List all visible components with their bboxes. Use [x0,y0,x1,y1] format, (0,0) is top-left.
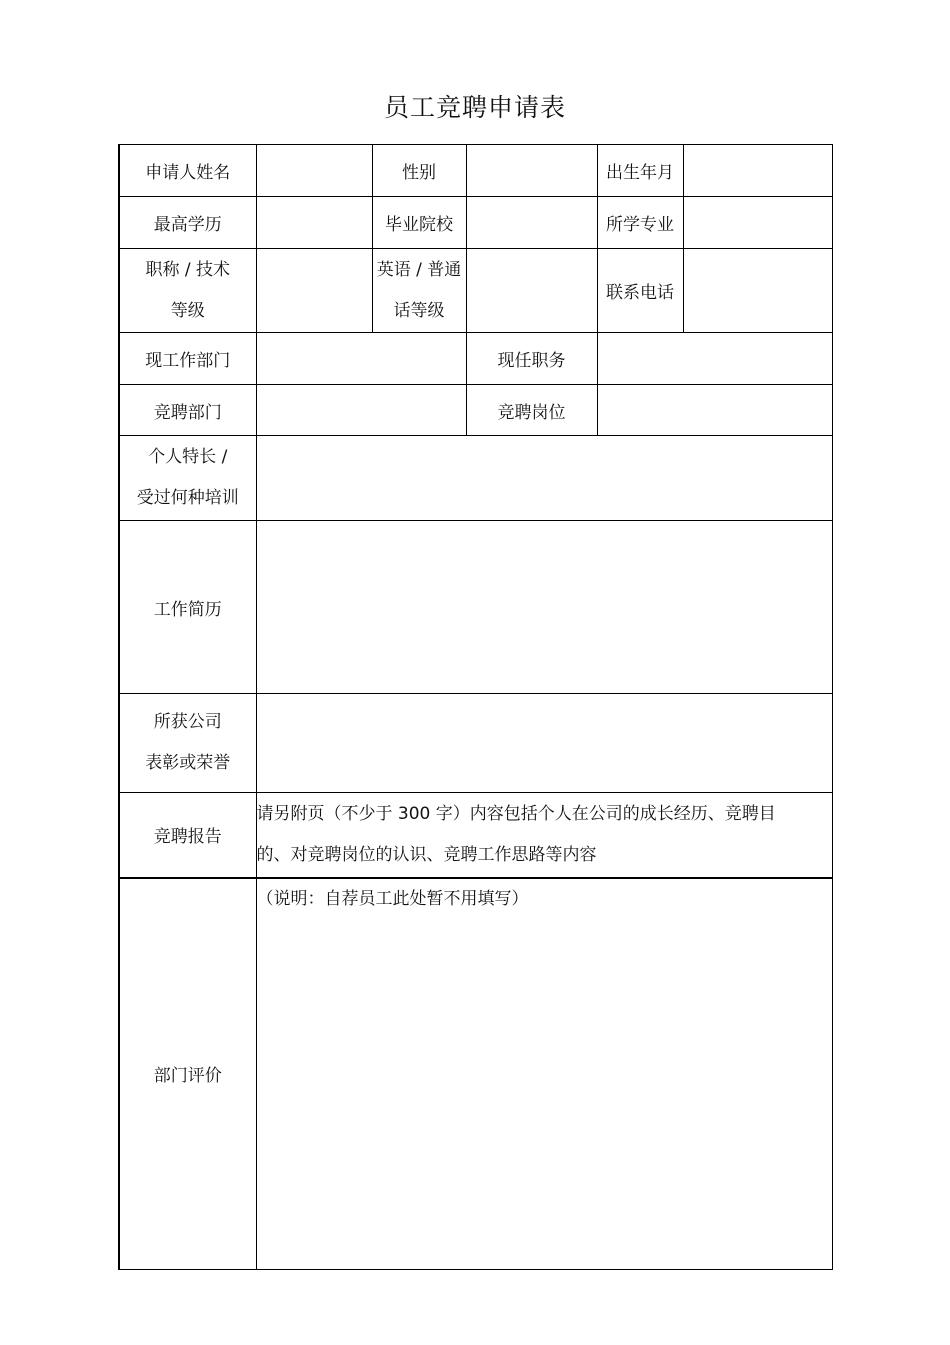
label-gender: 性别 [372,145,466,197]
row-title-language [119,249,832,333]
label-applicant-name: 申请人姓名 [119,145,256,197]
report-note-line2: 的、对竞聘岗位的认识、竞聘工作思路等内容 [256,844,597,865]
row-work-history [119,521,832,694]
row-education [119,197,832,249]
label-major: 所学专业 [597,197,683,249]
field-honors[interactable] [256,694,832,793]
label-honors-line1: 所获公司 [153,712,222,732]
label-honors-line2: 表彰或荣誉 [145,753,231,773]
row-target-job [119,385,832,436]
field-current-dept[interactable] [256,333,466,385]
field-phone[interactable] [683,249,832,333]
label-work-history: 工作简历 [119,521,256,694]
report-note-line1: 请另附页（不少于 300 字）内容包括个人在公司的成长经历、竞聘目 [256,803,776,824]
label-school: 毕业院校 [372,197,466,249]
label-language-level [372,249,466,333]
field-current-position[interactable] [597,333,832,385]
label-dept-eval: 部门评价 [119,878,256,1270]
field-dept-eval[interactable] [256,878,832,1270]
application-form-table [118,144,833,1270]
field-gender[interactable] [466,145,597,197]
field-major[interactable] [683,197,832,249]
row-current-job [119,333,832,385]
label-skills-line1: 个人特长 / [148,447,228,467]
label-language-level-line1: 英语 / 普通 [376,259,462,280]
label-current-position: 现任职务 [466,333,597,385]
label-professional-title-line2: 等级 [170,300,205,321]
field-target-post[interactable] [597,385,832,436]
field-report[interactable] [256,793,832,878]
field-professional-title[interactable] [256,249,372,333]
label-honors [119,694,256,793]
label-skills-training [119,436,256,521]
field-applicant-name[interactable] [256,145,372,197]
field-birth[interactable] [683,145,832,197]
field-skills-training[interactable] [256,436,832,521]
label-birth: 出生年月 [597,145,683,197]
field-education[interactable] [256,197,372,249]
row-report [119,793,832,878]
row-basic-info [119,145,832,197]
label-target-dept: 竞聘部门 [119,385,256,436]
label-current-dept: 现工作部门 [119,333,256,385]
label-education: 最高学历 [119,197,256,249]
label-target-post: 竞聘岗位 [466,385,597,436]
label-professional-title-line1: 职称 / 技术 [145,259,231,280]
field-school[interactable] [466,197,597,249]
row-skills [119,436,832,521]
label-report: 竞聘报告 [119,793,256,878]
label-professional-title [119,249,256,333]
row-honors [119,694,832,793]
field-language-level[interactable] [466,249,597,333]
field-target-dept[interactable] [256,385,466,436]
field-work-history[interactable] [256,521,832,694]
label-skills-line2: 受过何种培训 [136,488,239,508]
dept-eval-note: （说明：自荐员工此处暂不用填写） [256,888,529,909]
form-title: 员工竞聘申请表 [383,93,566,122]
label-phone: 联系电话 [597,249,683,333]
row-dept-eval [119,878,832,1270]
label-language-level-line2: 话等级 [393,300,445,321]
